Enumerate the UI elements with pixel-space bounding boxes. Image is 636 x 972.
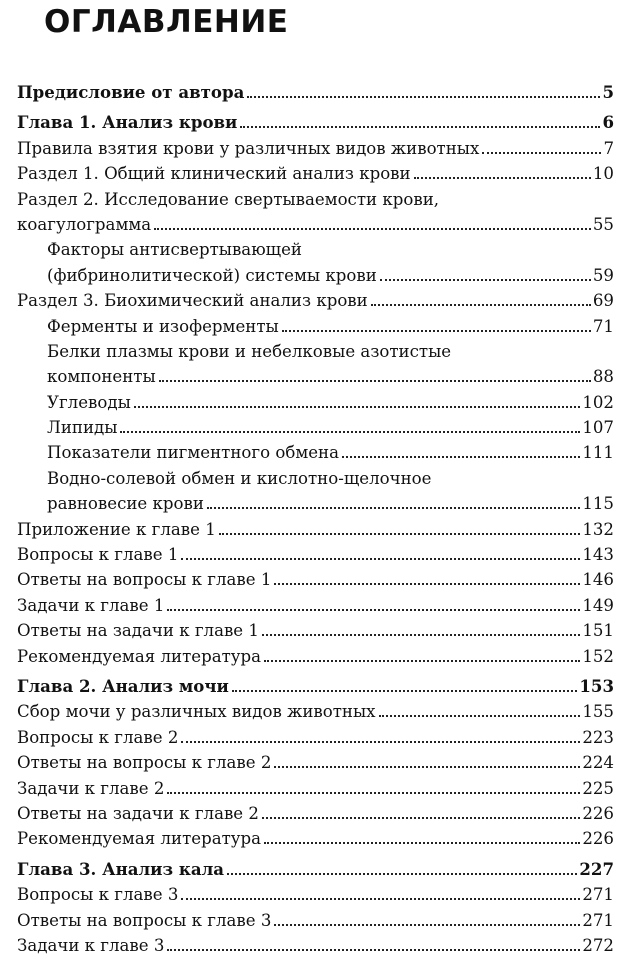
toc-entry[interactable] [0, 80, 636, 105]
toc-entry-line [47, 314, 614, 339]
toc-entry[interactable] [0, 567, 636, 592]
toc-page-number: 55 [592, 214, 614, 234]
toc-leader-dots [247, 96, 600, 98]
toc-entry-title: Сбор мочи у различных видов животных [17, 702, 376, 722]
toc-entry[interactable] [0, 593, 636, 618]
toc-entry[interactable] [0, 517, 636, 542]
toc-entry[interactable] [0, 857, 636, 882]
toc-entry[interactable] [0, 288, 636, 313]
toc-leader-dots [154, 228, 591, 230]
toc-entry-line [17, 212, 614, 237]
toc-entry-line [47, 339, 614, 364]
toc-entry-title: Вопросы к главе 1 [17, 545, 179, 565]
toc-entry-line [47, 491, 614, 516]
toc-entry[interactable] [0, 491, 636, 516]
toc-entry[interactable] [0, 364, 636, 389]
toc-entry-line [47, 263, 614, 288]
toc-entry-line [17, 674, 614, 699]
toc-page-number: 149 [582, 595, 614, 615]
toc-entry-title: Раздел 1. Общий клинический анализ крови [17, 164, 411, 184]
toc-entry-title: Белки плазмы крови и небелковые азотистые [47, 341, 452, 361]
toc-entry[interactable] [0, 699, 636, 724]
toc-entry-line [17, 776, 614, 801]
toc-entry[interactable] [0, 263, 636, 288]
toc-page-number: 224 [582, 753, 614, 773]
toc-entry-line [17, 593, 614, 618]
toc-entry-title: Рекомендуемая литература [17, 829, 262, 849]
toc-entry-line [17, 933, 614, 958]
toc-leader-dots [414, 177, 591, 179]
toc-page-number: 272 [582, 935, 614, 955]
toc-entry[interactable] [0, 212, 636, 237]
toc-entry-title: Рекомендуемая литература [17, 646, 262, 666]
toc-entry-line [17, 826, 614, 851]
toc-entry-line [47, 390, 614, 415]
toc-entry-title: Предисловие от автора [17, 82, 245, 102]
toc-leader-dots [262, 817, 580, 819]
toc-entry-title: Ответы на задачи к главе 2 [17, 803, 259, 823]
toc-entry-title: Раздел 2. Исследование свертываемости крови, [17, 189, 440, 209]
toc-entry-line [17, 699, 614, 724]
toc-entry[interactable] [0, 801, 636, 826]
toc-entry-title: Ферменты и изоферменты [47, 316, 279, 336]
toc-entry[interactable] [0, 390, 636, 415]
toc-page-number: 151 [582, 621, 614, 641]
toc-page-number: 88 [592, 367, 614, 387]
toc-page-number: 155 [582, 702, 614, 722]
toc-page-number: 132 [582, 519, 614, 539]
toc-leader-dots [207, 507, 580, 509]
toc-entry-line [17, 908, 614, 933]
toc-page-number: 223 [582, 727, 614, 747]
toc-page-number: 152 [582, 646, 614, 666]
toc-entry-line [17, 136, 614, 161]
toc-page-number: 107 [582, 418, 614, 438]
toc-entry-line [47, 364, 614, 389]
toc-entry-line [17, 750, 614, 775]
toc-page-number: 5 [602, 82, 614, 102]
toc-entry-title: Приложение к главе 1 [17, 519, 216, 539]
toc-page-number: 59 [592, 265, 614, 285]
toc-leader-dots [227, 873, 577, 875]
toc-entry-title: Глава 2. Анализ мочи [17, 675, 229, 696]
toc-leader-dots [379, 715, 581, 717]
toc-entry-title: Правила взятия крови у различных видов животных [17, 138, 480, 158]
toc-entry-line [47, 237, 614, 262]
toc-leader-dots [274, 924, 580, 926]
toc-entry-title: (фибринолитической) системы крови [47, 265, 377, 285]
toc-leader-dots [264, 842, 580, 844]
toc-entry-line [47, 466, 614, 491]
toc-entry-title: Ответы на вопросы к главе 2 [17, 753, 272, 773]
toc-leader-dots [167, 949, 580, 951]
toc-entry-title: Водно-солевой обмен и кислотно-щелочное [47, 468, 432, 488]
toc-page-number: 7 [603, 138, 614, 158]
toc-entry-line [17, 110, 614, 135]
toc-entry-title: Вопросы к главе 3 [17, 885, 179, 905]
toc-page-number: 227 [579, 858, 614, 879]
toc-leader-dots [232, 690, 578, 692]
toc-entry-title: Задачи к главе 1 [17, 595, 165, 615]
toc-leader-dots [282, 330, 591, 332]
toc-entry-title: Вопросы к главе 2 [17, 727, 179, 747]
toc-page-number: 146 [582, 570, 614, 590]
toc-leader-dots [219, 533, 581, 535]
toc-entry[interactable] [0, 725, 636, 750]
toc-entry-title: Ответы на задачи к главе 1 [17, 621, 259, 641]
toc-entry-line [17, 288, 614, 313]
toc-page-number: 115 [582, 494, 614, 514]
toc-page-number: 271 [582, 885, 614, 905]
toc-page-number: 226 [582, 803, 614, 823]
toc-entry-title: Факторы антисвертывающей [47, 240, 302, 260]
toc-entry-line [17, 644, 614, 669]
toc-page-number: 6 [602, 112, 614, 133]
toc-leader-dots [120, 431, 580, 433]
toc-entry[interactable] [0, 908, 636, 933]
toc-page-number: 71 [592, 316, 614, 336]
toc-entry[interactable] [0, 933, 636, 958]
toc-entry[interactable] [0, 237, 636, 262]
toc-leader-dots [262, 634, 580, 636]
toc-entry-title: равновесие крови [47, 494, 204, 514]
toc-entry[interactable] [0, 542, 636, 567]
toc-leader-dots [134, 406, 581, 408]
toc-leader-dots [274, 766, 580, 768]
toc-page-number: 271 [582, 910, 614, 930]
toc-leader-dots [181, 558, 580, 560]
toc-entry-title: коагулограмма [17, 214, 152, 234]
toc-entry[interactable] [0, 826, 636, 851]
toc-entry-title: Задачи к главе 3 [17, 935, 165, 955]
toc-page-number: 111 [582, 443, 614, 463]
toc-page-number: 225 [582, 778, 614, 798]
toc-entry[interactable] [0, 339, 636, 364]
toc-entry[interactable] [0, 882, 636, 907]
toc-entry-title: Глава 1. Анализ крови [17, 112, 238, 133]
toc-leader-dots [482, 152, 601, 154]
toc-leader-dots [181, 741, 580, 743]
toc-entry-line [17, 542, 614, 567]
toc-page-number: 102 [582, 392, 614, 412]
toc-entry-title: компоненты [47, 367, 156, 387]
toc-entry-title: Раздел 3. Биохимический анализ крови [17, 291, 368, 311]
toc-entry[interactable] [0, 440, 636, 465]
toc-entry[interactable] [0, 415, 636, 440]
toc-entry-title: Углеводы [47, 392, 131, 412]
toc-entry-title: Ответы на вопросы к главе 1 [17, 570, 272, 590]
toc-entry-line [17, 725, 614, 750]
toc-entry-line [17, 80, 614, 105]
toc-page-number: 10 [592, 164, 614, 184]
toc-entry[interactable] [0, 776, 636, 801]
toc-entry-line [17, 567, 614, 592]
toc-entry-title: Глава 3. Анализ кала [17, 858, 225, 879]
toc-leader-dots [371, 304, 591, 306]
toc-entry[interactable] [0, 644, 636, 669]
toc-entry-line [17, 801, 614, 826]
toc-entry-line [17, 187, 614, 212]
toc-entry[interactable] [0, 187, 636, 212]
toc-entry-title: Показатели пигментного обмена [47, 443, 339, 463]
toc-entry-line [17, 517, 614, 542]
toc-entry-line [17, 618, 614, 643]
page-title: ОГЛАВЛЕНИЕ [44, 4, 289, 40]
toc-entry-title: Ответы на вопросы к главе 3 [17, 910, 272, 930]
toc-leader-dots [167, 792, 580, 794]
toc-entry[interactable] [0, 314, 636, 339]
toc-leader-dots [380, 279, 591, 281]
toc-entry[interactable] [0, 161, 636, 186]
toc-leader-dots [240, 126, 600, 128]
toc-entry[interactable] [0, 136, 636, 161]
toc-entry-line [47, 440, 614, 465]
toc-entry[interactable] [0, 750, 636, 775]
toc-page-number: 143 [582, 545, 614, 565]
toc-page-number: 153 [579, 675, 614, 696]
toc-entry-line [47, 415, 614, 440]
toc-entry-line [17, 882, 614, 907]
toc-entry[interactable] [0, 618, 636, 643]
toc-entry[interactable] [0, 110, 636, 135]
toc-page-number: 69 [592, 291, 614, 311]
toc-entry-line [17, 857, 614, 882]
toc-entry[interactable] [0, 674, 636, 699]
toc-entry-title: Липиды [47, 418, 118, 438]
toc-entry[interactable] [0, 466, 636, 491]
toc-leader-dots [342, 456, 580, 458]
toc-entry-title: Задачи к главе 2 [17, 778, 165, 798]
toc-leader-dots [181, 898, 580, 900]
toc-leader-dots [274, 583, 580, 585]
toc-leader-dots [264, 660, 580, 662]
toc-entry-line [17, 161, 614, 186]
toc-list [0, 80, 636, 958]
toc-leader-dots [159, 380, 591, 382]
toc-page-number: 226 [582, 829, 614, 849]
toc-leader-dots [167, 609, 580, 611]
